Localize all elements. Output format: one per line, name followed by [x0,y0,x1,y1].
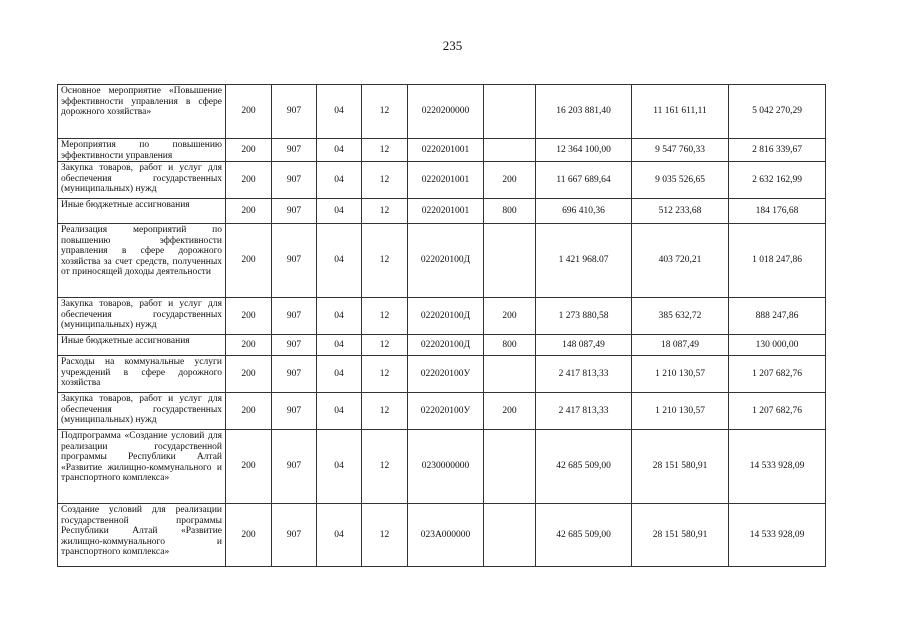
cell-expense-type: 800 [484,199,536,224]
cell-amount-remaining: 2 816 339,67 [729,139,826,162]
cell-target-article: 0220201001 [408,162,484,199]
cell-expense-type [484,504,536,567]
table-row [58,85,826,139]
cell-amount-planned: 16 203 881,40 [536,85,632,139]
cell-code-ved: 907 [272,356,317,393]
cell-code-ved: 907 [272,85,317,139]
budget-table [57,84,826,567]
cell-amount-planned: 2 417 813,33 [536,356,632,393]
cell-code-grbs: 200 [226,199,272,224]
cell-code-grbs: 200 [226,85,272,139]
table-row [58,356,826,393]
cell-amount-planned: 42 685 509,00 [536,430,632,504]
cell-target-article: 0220201001 [408,139,484,162]
cell-section: 04 [317,356,362,393]
cell-target-article: 023А000000 [408,504,484,567]
cell-target-article: 0220200000 [408,85,484,139]
cell-target-article: 022020100У [408,393,484,430]
cell-amount-planned: 1 421 968.07 [536,224,632,298]
cell-amount-remaining: 1 207 682,76 [729,393,826,430]
cell-name: Основное мероприятие «Повышение эффективности управления в сфере дорожного хозяйства» [58,85,226,139]
cell-expense-type: 200 [484,393,536,430]
cell-name: Расходы на коммунальные услуги учреждений в сфере дорожного хозяйства [58,356,226,393]
table-body [58,85,826,567]
table-row [58,335,826,356]
table-row [58,393,826,430]
cell-section: 04 [317,199,362,224]
cell-expense-type: 200 [484,162,536,199]
cell-amount-executed: 1 210 130,57 [632,356,729,393]
cell-amount-remaining: 184 176,68 [729,199,826,224]
cell-name: Подпрограмма «Создание условий для реализации государственной программы Республики Алтай «Развитие жилищно-коммунального и транспортного комплекса» [58,430,226,504]
cell-section: 04 [317,335,362,356]
cell-code-ved: 907 [272,224,317,298]
cell-subsection: 12 [362,224,408,298]
cell-expense-type: 200 [484,298,536,335]
cell-name: Закупка товаров, работ и услуг для обеспечения государственных (муниципальных) нужд [58,298,226,335]
cell-target-article: 0230000000 [408,430,484,504]
cell-amount-remaining: 1 207 682,76 [729,356,826,393]
cell-name: Закупка товаров, работ и услуг для обеспечения государственных (муниципальных) нужд [58,393,226,430]
cell-name: Иные бюджетные ассигнования [58,335,226,356]
cell-amount-remaining: 130 000,00 [729,335,826,356]
cell-subsection: 12 [362,430,408,504]
cell-amount-remaining: 888 247,86 [729,298,826,335]
cell-amount-planned: 42 685 509,00 [536,504,632,567]
cell-code-grbs: 200 [226,139,272,162]
cell-target-article: 022020100Д [408,335,484,356]
cell-amount-remaining: 2 632 162,99 [729,162,826,199]
table-row [58,504,826,567]
cell-expense-type: 800 [484,335,536,356]
cell-amount-executed: 1 210 130,57 [632,393,729,430]
cell-code-ved: 907 [272,504,317,567]
cell-subsection: 12 [362,162,408,199]
cell-subsection: 12 [362,335,408,356]
cell-code-grbs: 200 [226,356,272,393]
cell-expense-type [484,139,536,162]
cell-amount-planned: 1 273 880,58 [536,298,632,335]
cell-amount-remaining: 14 533 928,09 [729,504,826,567]
cell-amount-planned: 696 410,36 [536,199,632,224]
cell-amount-executed: 403 720,21 [632,224,729,298]
cell-subsection: 12 [362,85,408,139]
cell-name: Реализация мероприятий по повышению эффективности управления в сфере дорожного хозяйства за счет средств, полученных от приносящей доходы деятельности [58,224,226,298]
table-row [58,162,826,199]
cell-subsection: 12 [362,199,408,224]
cell-amount-executed: 11 161 611,11 [632,85,729,139]
cell-name: Создание условий для реализации государственной программы Республики Алтай «Развитие жилищно-коммунального и транспортного комплекса» [58,504,226,567]
cell-code-ved: 907 [272,162,317,199]
cell-amount-remaining: 5 042 270,29 [729,85,826,139]
cell-target-article: 022020100Д [408,298,484,335]
cell-name: Иные бюджетные ассигнования [58,199,226,224]
cell-section: 04 [317,504,362,567]
cell-amount-executed: 9 547 760,33 [632,139,729,162]
cell-expense-type [484,430,536,504]
cell-amount-executed: 9 035 526,65 [632,162,729,199]
cell-code-grbs: 200 [226,504,272,567]
cell-amount-planned: 2 417 813,33 [536,393,632,430]
cell-subsection: 12 [362,356,408,393]
cell-amount-executed: 385 632,72 [632,298,729,335]
cell-amount-executed: 28 151 580,91 [632,504,729,567]
cell-amount-executed: 28 151 580,91 [632,430,729,504]
cell-subsection: 12 [362,139,408,162]
table-row [58,298,826,335]
cell-target-article: 022020100У [408,356,484,393]
cell-subsection: 12 [362,298,408,335]
cell-subsection: 12 [362,504,408,567]
cell-expense-type [484,85,536,139]
cell-code-ved: 907 [272,199,317,224]
cell-expense-type [484,356,536,393]
cell-section: 04 [317,162,362,199]
cell-section: 04 [317,298,362,335]
cell-name: Закупка товаров, работ и услуг для обеспечения государственных (муниципальных) нужд [58,162,226,199]
cell-amount-planned: 148 087,49 [536,335,632,356]
cell-subsection: 12 [362,393,408,430]
cell-code-grbs: 200 [226,393,272,430]
table-row [58,199,826,224]
cell-amount-remaining: 1 018 247,86 [729,224,826,298]
table-row [58,139,826,162]
cell-code-grbs: 200 [226,335,272,356]
cell-code-grbs: 200 [226,298,272,335]
cell-name: Мероприятия по повышению эффективности управления [58,139,226,162]
cell-code-ved: 907 [272,393,317,430]
table-row [58,430,826,504]
cell-code-grbs: 200 [226,224,272,298]
cell-target-article: 022020100Д [408,224,484,298]
page-number: 235 [442,38,463,53]
cell-target-article: 0220201001 [408,199,484,224]
cell-section: 04 [317,139,362,162]
cell-code-ved: 907 [272,298,317,335]
cell-amount-executed: 512 233,68 [632,199,729,224]
cell-section: 04 [317,393,362,430]
cell-amount-executed: 18 087,49 [632,335,729,356]
cell-code-grbs: 200 [226,162,272,199]
cell-section: 04 [317,430,362,504]
cell-section: 04 [317,224,362,298]
cell-code-grbs: 200 [226,430,272,504]
cell-section: 04 [317,85,362,139]
cell-amount-planned: 11 667 689,64 [536,162,632,199]
cell-code-ved: 907 [272,335,317,356]
cell-code-ved: 907 [272,139,317,162]
cell-amount-remaining: 14 533 928,09 [729,430,826,504]
table-row [58,224,826,298]
cell-amount-planned: 12 364 100,00 [536,139,632,162]
cell-expense-type [484,224,536,298]
cell-code-ved: 907 [272,430,317,504]
